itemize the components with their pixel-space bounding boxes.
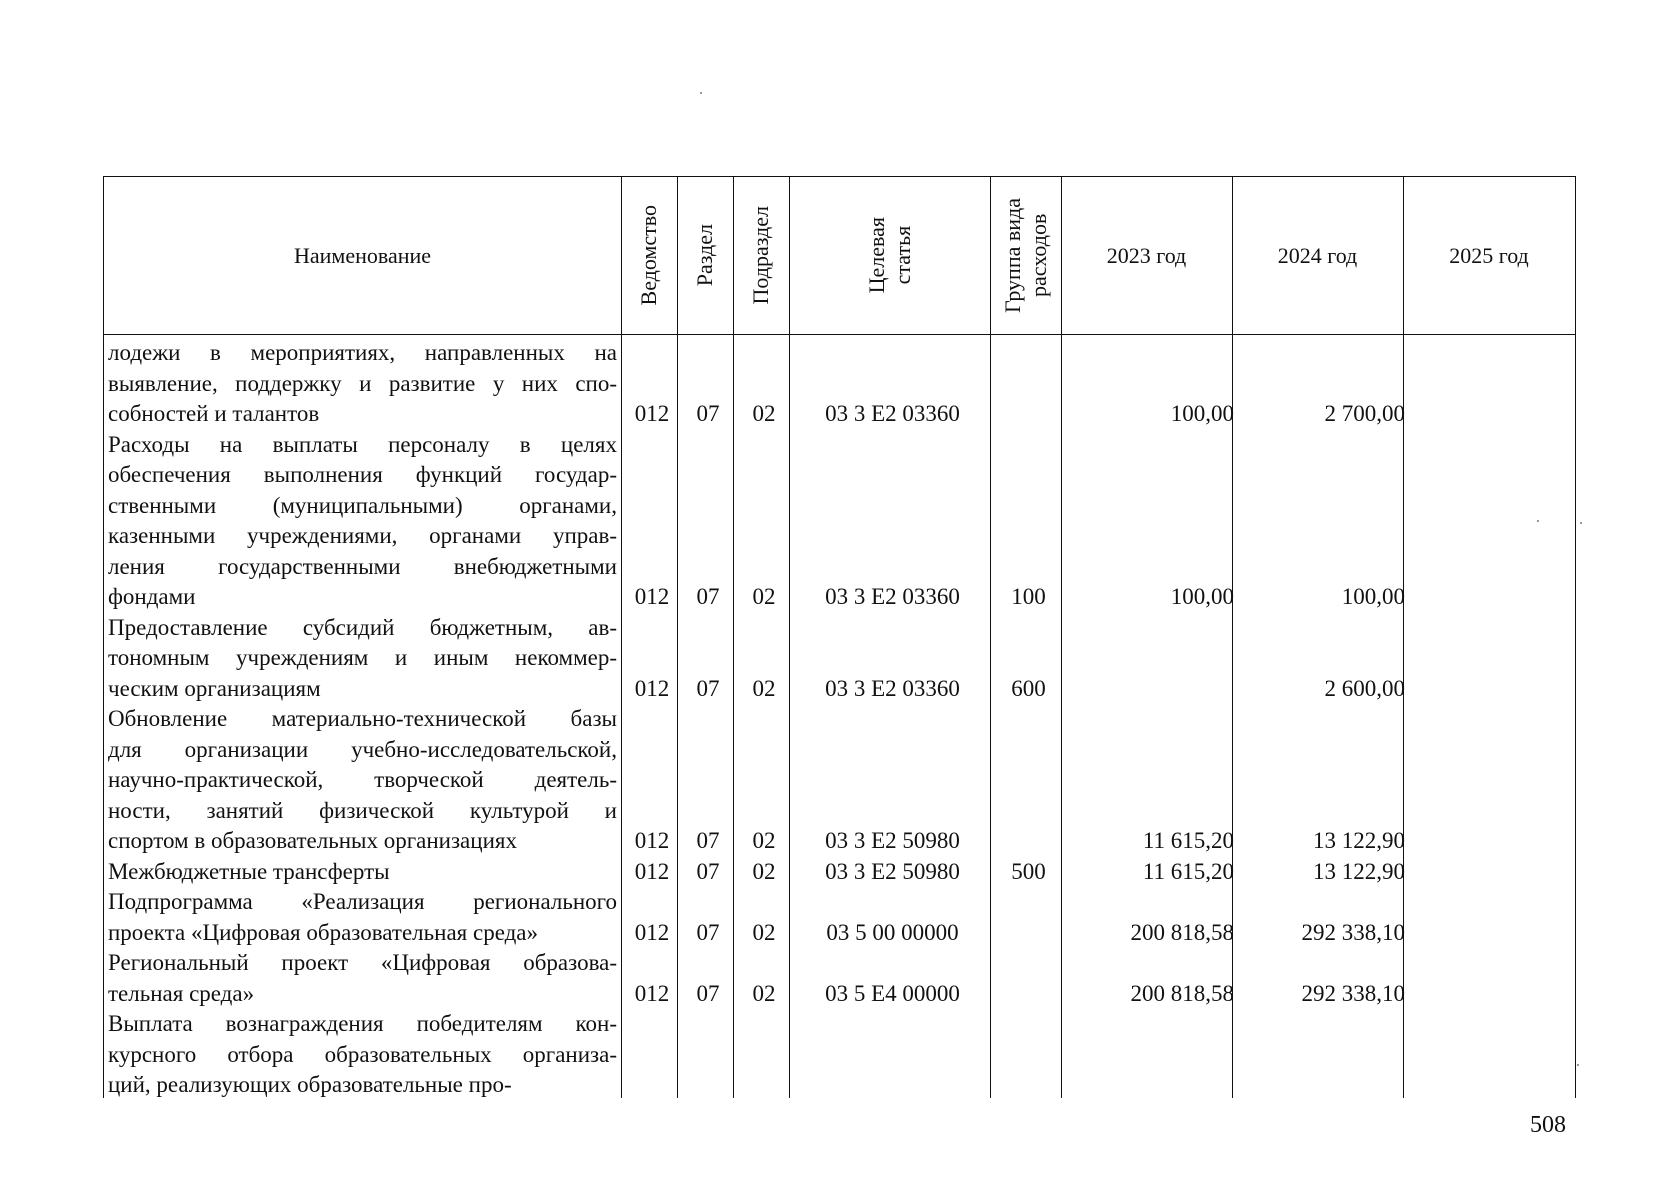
cell-pod: 02 xyxy=(752,919,776,945)
cell-ved: 012 xyxy=(634,401,670,426)
row-name-line: проекта «Цифровая образовательная среда» xyxy=(108,919,539,945)
header-razdel xyxy=(677,177,733,334)
table-row xyxy=(104,1009,1575,1101)
row-name xyxy=(108,430,617,613)
cell-y2024: 2 600,00 xyxy=(1324,675,1405,701)
row-name-line: Обновление материально-технической базы xyxy=(108,706,617,731)
table-row xyxy=(104,887,1575,948)
cell-pod: 02 xyxy=(752,675,776,701)
table-row xyxy=(104,613,1575,705)
cell-y2024: 13 122,90 xyxy=(1313,828,1405,853)
header-gruppa xyxy=(990,177,1061,334)
cell-cel: 03 3 Е2 03360 xyxy=(825,401,960,426)
cell-cel: 03 3 Е2 50980 xyxy=(825,828,960,853)
header-gruppa-label: Группа вида расходов xyxy=(999,198,1051,313)
row-name-line: ления государственными внебюджетными xyxy=(108,553,617,579)
row-name-line: спортом в образовательных организациях xyxy=(108,828,517,853)
header-name-label: Наименование xyxy=(293,242,432,268)
row-name-line: научно-практической, творческой деятель- xyxy=(108,767,617,792)
cell-raz: 07 xyxy=(696,675,720,701)
header-2024-label: 2024 год xyxy=(1277,242,1358,268)
row-name-line: тельная среда» xyxy=(108,980,255,1006)
budget-table xyxy=(103,176,1576,1098)
cell-pod: 02 xyxy=(752,401,776,426)
cell-ved: 012 xyxy=(634,584,670,609)
scan-speck xyxy=(700,92,702,94)
cell-raz: 07 xyxy=(696,980,720,1006)
table-row xyxy=(104,704,1575,857)
table-row xyxy=(104,948,1575,1009)
header-podrazdel-label: Подраздел xyxy=(748,206,773,305)
cell-y2024: 292 338,10 xyxy=(1301,980,1405,1006)
row-name-line: собностей и талантов xyxy=(108,401,320,426)
row-name-line: Межбюджетные трансферты xyxy=(108,858,390,884)
row-name-line: обеспечения выполнения функций государ- xyxy=(108,462,617,487)
header-vedomstvo xyxy=(621,177,677,334)
row-name-line: Предоставление субсидий бюджетным, ав- xyxy=(108,614,617,640)
row-name xyxy=(108,1009,617,1101)
header-2025 xyxy=(1403,177,1575,334)
cell-grp: 500 xyxy=(1011,858,1046,884)
cell-ved: 012 xyxy=(634,980,670,1006)
cell-cel: 03 3 Е2 03360 xyxy=(825,675,960,701)
cell-y2023: 11 615,20 xyxy=(1142,858,1234,884)
header-2023-label: 2023 год xyxy=(1106,242,1187,268)
header-podrazdel xyxy=(733,177,789,334)
header-2023 xyxy=(1061,177,1232,334)
row-name-line: ственными (муниципальными) органами, xyxy=(108,492,617,518)
cell-ved: 012 xyxy=(634,858,670,884)
row-name-line: ческим организациям xyxy=(108,675,321,701)
cell-ved: 012 xyxy=(634,919,670,945)
cell-cel: 03 3 Е2 50980 xyxy=(825,858,960,884)
row-name-line: выявление, поддержку и развитие у них спо- xyxy=(108,370,617,396)
row-name-line: ности, занятий физической культурой и xyxy=(108,797,617,823)
cell-raz: 07 xyxy=(696,919,720,945)
cell-ved: 012 xyxy=(634,828,670,853)
header-celevaya xyxy=(789,177,990,334)
cell-raz: 07 xyxy=(696,828,720,853)
table-row xyxy=(104,338,1575,430)
row-name-line: Региональный проект «Цифровая образова- xyxy=(108,950,617,975)
row-name-line: лодежи в мероприятиях, направленных на xyxy=(108,340,617,365)
row-name-line: Подпрограмма «Реализация регионального xyxy=(108,889,617,914)
cell-raz: 07 xyxy=(696,401,720,426)
header-razdel-label: Раздел xyxy=(692,224,717,287)
table-row xyxy=(104,430,1575,613)
scan-speck xyxy=(1580,522,1582,524)
table-row xyxy=(104,857,1575,888)
cell-pod: 02 xyxy=(752,584,776,609)
row-name xyxy=(108,887,617,948)
row-name-line: ций, реализующих образовательные про- xyxy=(108,1072,512,1097)
header-celevaya-label: Целевая статья xyxy=(863,217,915,294)
row-name-line: Выплата вознаграждения победителям кон- xyxy=(108,1011,617,1036)
cell-pod: 02 xyxy=(752,980,776,1006)
row-name-line: Расходы на выплаты персоналу в целях xyxy=(108,431,617,457)
header-divider xyxy=(104,334,1575,335)
row-name xyxy=(108,857,617,888)
row-name xyxy=(108,338,617,430)
row-name xyxy=(108,613,617,705)
cell-y2024: 13 122,90 xyxy=(1313,858,1405,884)
cell-raz: 07 xyxy=(696,858,720,884)
row-name-line: тономным учреждениям и иным некоммер- xyxy=(108,645,617,670)
cell-y2023: 200 818,58 xyxy=(1130,980,1234,1006)
row-name-line: казенными учреждениями, органами управ- xyxy=(108,523,617,548)
header-2025-label: 2025 год xyxy=(1449,242,1529,268)
cell-cel: 03 3 Е2 03360 xyxy=(825,584,960,609)
header-name xyxy=(104,177,621,334)
cell-y2023: 200 818,58 xyxy=(1130,919,1234,945)
row-name-line: курсного отбора образовательных организа- xyxy=(108,1041,617,1067)
cell-y2023: 11 615,20 xyxy=(1142,828,1234,853)
row-name xyxy=(108,704,617,857)
row-name-line: для организации учебно-исследовательской, xyxy=(108,736,617,762)
header-vedomstvo-label: Ведомство xyxy=(636,205,661,306)
page-number: 508 xyxy=(1530,1112,1566,1138)
cell-cel: 03 5 00 00000 xyxy=(826,919,959,945)
cell-grp: 100 xyxy=(1011,584,1046,609)
cell-y2024: 100,00 xyxy=(1341,584,1405,609)
cell-cel: 03 5 Е4 00000 xyxy=(825,980,960,1006)
cell-pod: 02 xyxy=(752,828,776,853)
cell-y2023: 100,00 xyxy=(1170,401,1234,426)
scan-speck xyxy=(1537,520,1539,522)
cell-y2024: 292 338,10 xyxy=(1301,919,1405,945)
header-2024 xyxy=(1232,177,1403,334)
cell-y2023: 100,00 xyxy=(1170,584,1234,609)
cell-grp: 600 xyxy=(1011,675,1046,701)
cell-y2024: 2 700,00 xyxy=(1324,401,1405,426)
row-name xyxy=(108,948,617,1009)
cell-pod: 02 xyxy=(752,858,776,884)
cell-ved: 012 xyxy=(634,675,670,701)
scan-speck xyxy=(1577,1064,1579,1066)
cell-raz: 07 xyxy=(696,584,720,609)
row-name-line: фондами xyxy=(108,584,196,609)
